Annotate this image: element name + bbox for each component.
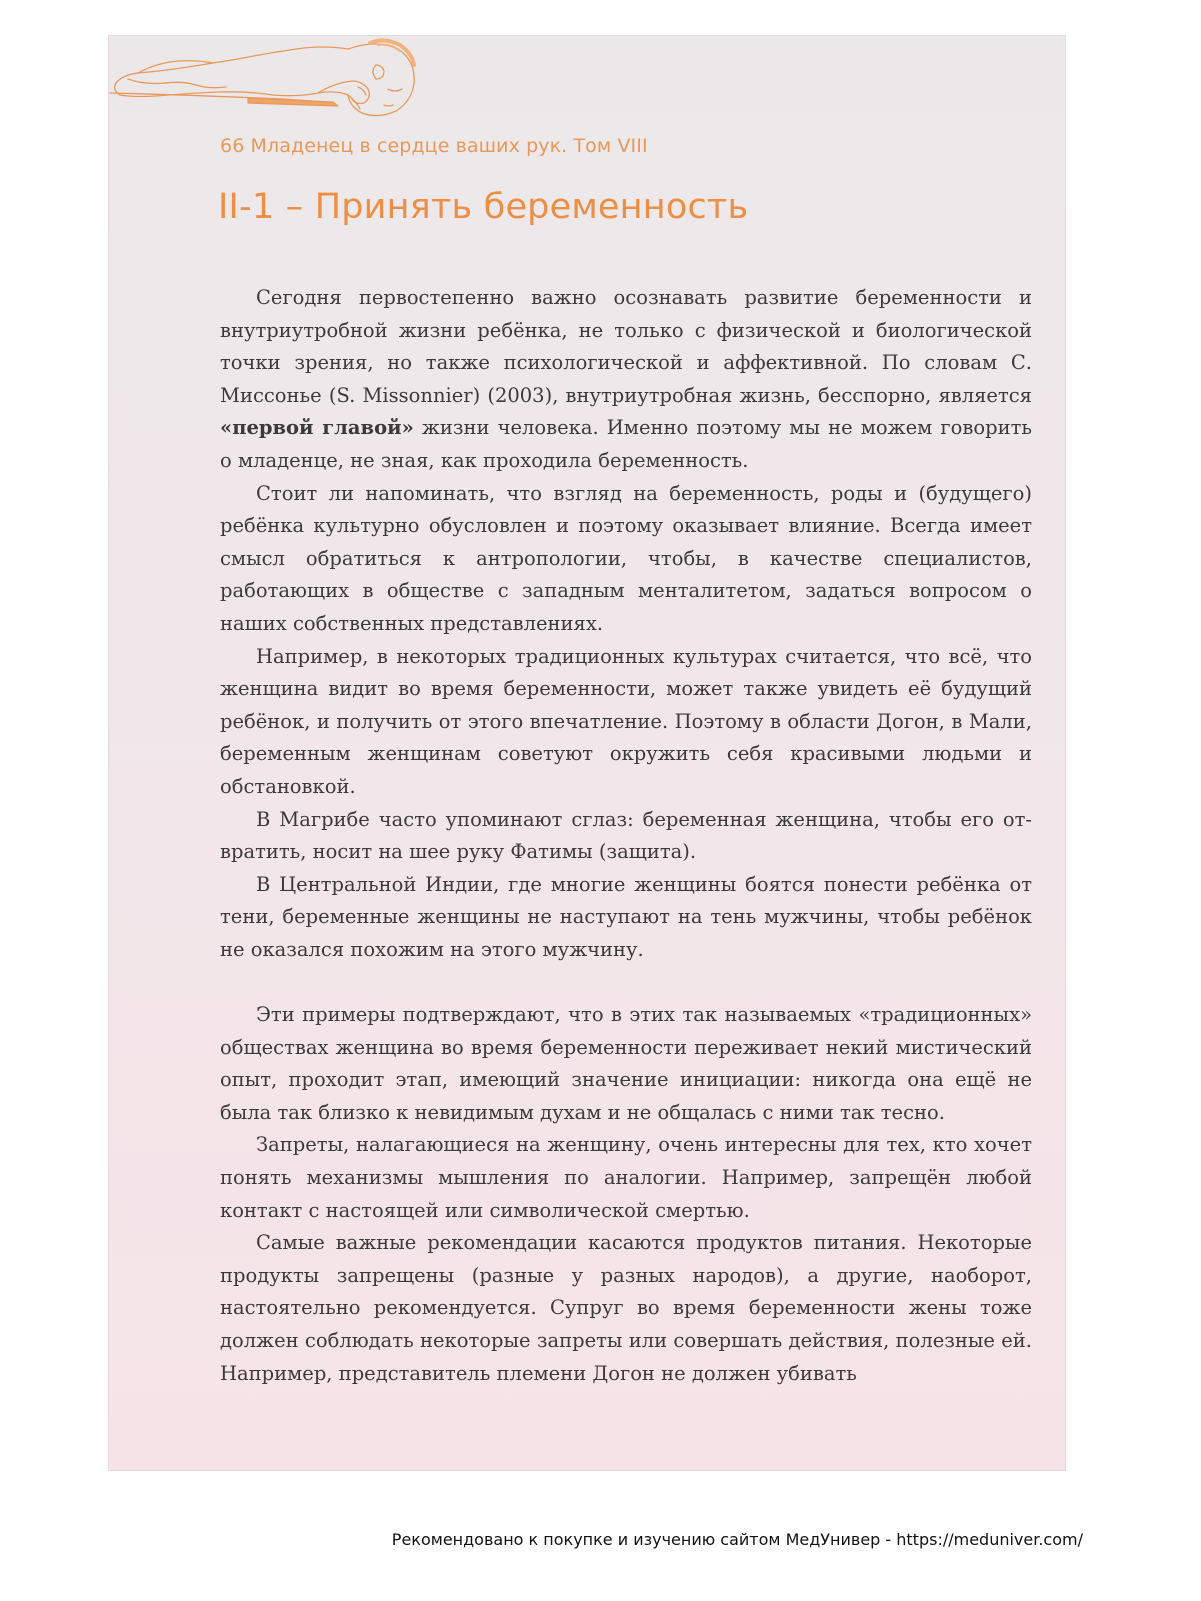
sleeping-baby-illustration: [108, 35, 438, 120]
chapter-title: II-1 – Принять беременность: [218, 187, 749, 227]
running-head: 66 Младенец в сердце ваших рук. Том VIII: [220, 135, 648, 157]
paragraph: Например, в некоторых традиционных культурах считается, что всё, что женщина видит во время беременности, может также увидеть её будущий ребёнок, и получить от этого впечатление. Поэтому в области Догон, в Мали, беременным женщинам советуют окружить себя красивыми людьми и обстановкой.: [220, 644, 1032, 798]
paragraph: Сегодня первостепенно важно осознавать развитие беременности и внутриутробной жизни ребёнка, не только с физической и биологической точки зрения, но также психологической и аффективной. По словам С. Миссонье (S. Missonnier) (2003), внутриутробная жизнь, бесспорно, является «первой главой» жизни человека. Именно поэтому мы не можем говорить о младенце, не зная, как проходила беременность.: [220, 286, 1032, 472]
paragraph: В Центральной Индии, где многие женщины боятся понести ребёнка от тени, беременные женщины не наступают на тень мужчины, чтобы ребёнок не оказался похожим на этого мужчину.: [220, 872, 1032, 961]
emphasis: «первой главой»: [220, 416, 414, 440]
body-text: [220, 282, 1032, 1390]
paragraph: Самые важные рекомендации касаются продуктов питания. Некоторые продукты запрещены (разные у разных народов), а другие, наоборот, настоятельно рекомендуется. Супруг во время беременности жены тоже должен соблюдать некоторые запреты или совершать действия, полезные ей. Например, представитель племени Догон не должен убивать: [220, 1231, 1032, 1385]
footer-note: Рекомендовано к покупке и изучению сайтом МедУнивер - https://meduniver.com/: [391, 1530, 1083, 1549]
paragraph: Стоит ли напоминать, что взгляд на беременность, роды и (будущего) ребёнка культурно обусловлен и поэтому оказывает влияние. Всегда имеет смысл обратиться к антропологии, чтобы, в качестве специалистов, работающих в обществе с западным менталитетом, задаться вопросом о наших собственных представлениях.: [220, 481, 1032, 635]
book-page: [108, 35, 1066, 1471]
paragraph: Запреты, налагающиеся на женщину, очень интересны для тех, кто хочет понять механизмы мышления по аналогии. Например, запрещён любой контакт с настоящей или символической смертью.: [220, 1133, 1032, 1222]
paragraph: Эти примеры подтверждают, что в этих так называемых «традиционных» обществах женщина во время беременности переживает некий мистический опыт, проходит этап, имеющий значение инициации: никогда она ещё не была так близко к невидимым духам и не общалась с ними так тесно.: [220, 1003, 1032, 1124]
paragraph: В Магрибе часто упоминают сглаз: беременная женщина, чтобы его отвратить, носит на шее руку Фатимы (защита).: [220, 807, 1032, 864]
